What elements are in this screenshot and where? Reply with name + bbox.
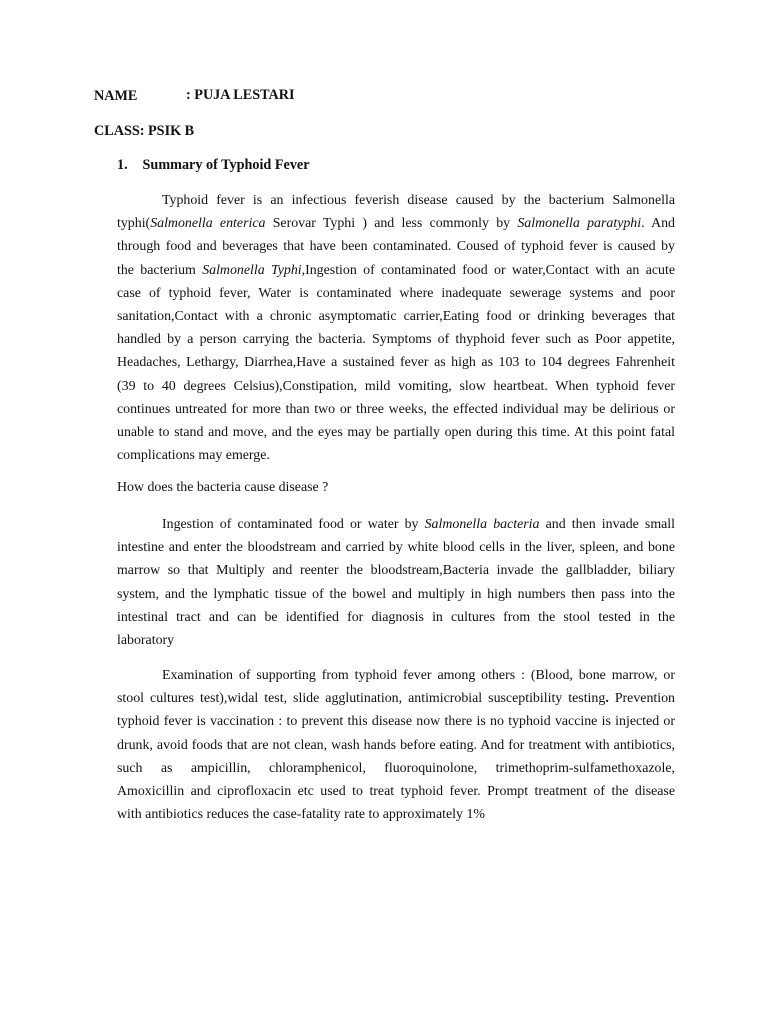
text-line: sanitation,Contact with a chronic asymptomatic carrier,Eating food or drinking beverages that: [117, 308, 675, 324]
text-line: Examination of supporting from typhoid fever among others : (Blood, bone marrow, or: [162, 668, 675, 683]
section-number: 1.: [117, 157, 128, 173]
text-line: intestine and enter the bloodstream and carried by white blood cells in the liver, spleen, and bone: [117, 540, 675, 556]
text-line: system, and the lymphatic tissue of the bowel and multiply in high numbers then pass into the: [117, 586, 675, 602]
text-line: typhi(Salmonella enterica Serovar Typhi ) and less commonly by Salmonella paratyphi. And: [117, 216, 675, 232]
text-line: (39 to 40 degrees Celsius),Constipation, mild vomiting, slow heartbeat. When typhoid fever: [117, 378, 675, 394]
text-line: with antibiotics reduces the case-fatality rate to approximately 1%: [117, 807, 485, 823]
italic-term: Salmonella paratyphi: [517, 216, 642, 232]
text-line: handled by a person carrying the bacteria. Symptoms of thyphoid fever such as Poor appetite,: [117, 332, 675, 348]
question-heading: How does the bacteria cause disease ?: [117, 480, 329, 495]
section-title-text: Summary of Typhoid Fever: [142, 157, 310, 173]
text-line: laboratory: [117, 632, 175, 648]
name-label: NAME: [94, 88, 138, 104]
text-line: such as ampicillin, chloramphenicol, fluoroquinolone, trimethoprim-sulfamethoxazole,: [117, 760, 675, 776]
italic-term: Salmonella enterica: [150, 216, 266, 232]
text-line: marrow so that Multiply and reenter the bloodstream,Bacteria invade the gallbladder, biliary: [117, 563, 675, 579]
text-line: unable to stand and move, and the eyes may be partially open during this time. At this point fatal: [117, 424, 675, 440]
text-line: continues untreated for more than two or three weeks, the effected individual may be delirious or: [117, 401, 675, 417]
paragraph-summary: [117, 189, 675, 467]
text-line: the bacterium Salmonella Typhi,Ingestion of contaminated food or water,Contact with an acute: [117, 262, 675, 278]
text-line: case of typhoid fever, Water is contaminated where inadequate sewerage systems and poor: [117, 285, 675, 301]
paragraph-examination: [117, 664, 675, 826]
text-line: stool cultures test),widal test, slide agglutination, antimicrobial susceptibility testing. Prevention: [117, 691, 675, 707]
text-line: typhoid fever is vaccination : to prevent this disease now there is no typhoid vaccine is injected or: [117, 714, 675, 730]
text-line: complications may emerge.: [117, 448, 270, 464]
italic-term: Salmonella Typhi: [202, 262, 302, 278]
text-line: Ingestion of contaminated food or water by Salmonella bacteria and then invade small: [162, 517, 676, 532]
text-line: Headaches, Lethargy, Diarrhea,Have a sustained fever as high as 103 to 104 degrees Fahrenheit: [117, 355, 675, 371]
bold-text: .: [605, 691, 609, 707]
text-line: Amoxicillin and ciprofloxacin etc used to treat typhoid fever. Prompt treatment of the disease: [117, 783, 675, 799]
italic-term: Salmonella bacteria: [424, 517, 540, 532]
section-heading: [117, 157, 310, 174]
name-value: : PUJA LESTARI: [186, 87, 295, 103]
text-line: through food and beverages that have been contaminated. Coused of typhoid fever is caused by: [117, 239, 675, 255]
text-line: drunk, avoid foods that are not clean, wash hands before eating. And for treatment with antibiotics,: [117, 737, 675, 753]
text-line: intestinal tract and can be identified for diagnosis in cultures from the stool tested in the: [117, 609, 675, 625]
text-line: Typhoid fever is an infectious feverish disease caused by the bacterium Salmonella: [162, 193, 675, 208]
paragraph-mechanism: [117, 513, 675, 652]
class-label: CLASS: PSIK B: [94, 123, 195, 139]
